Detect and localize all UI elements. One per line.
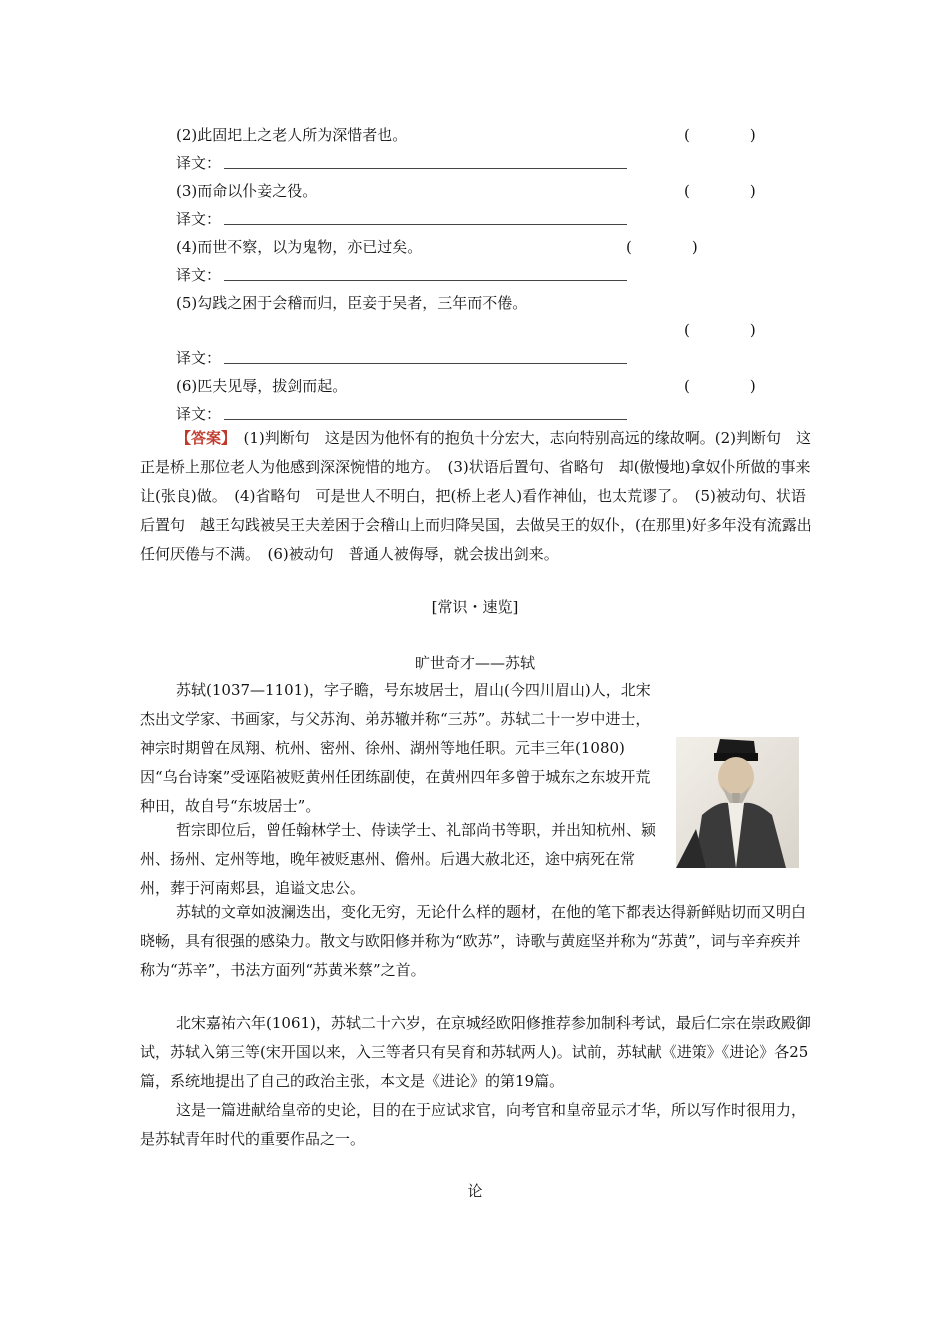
answer-paren-4: ( ) (626, 238, 698, 256)
background-paragraph-2: 这是一篇进献给皇帝的史论，目的在于应试求官，向考官和皇帝显示才华，所以写作时很用力，是苏轼青年时代的重要作品之一。 (140, 1101, 807, 1148)
translation-line-2[interactable] (224, 168, 627, 169)
question-2: (2)此固圯上之老人所为深惜者也。 (176, 126, 408, 144)
answer-text: (1)判断句 这是因为他怀有的抱负十分宏大，志向特别高远的缘故啊。(2)判断句 这正是桥上那位老人为他感到深深惋惜的地方。 (3)状语后置句、省略句 却(傲慢地)拿奴仆所做的事来让(张良)做。 (4)省略句 可是世人不明白，把(桥上老人)看作神仙，也太荒谬了。 (5)被动句、状语后置句 越王勾践被吴王夫差困于会稽山上而归降吴国，去做吴王的奴仆，(在那里)好多年没有流露出任何厌倦与不满。 (6)被动句 普通人被侮辱，就会拔出剑来。 (140, 429, 812, 563)
bio-paragraph-3: 苏轼的文章如波澜迭出，变化无穷，无论什么样的题材，在他的笔下都表达得新鲜贴切而又明白晓畅，具有很强的感染力。散文与欧阳修并称为“欧苏”，诗歌与黄庭坚并称为“苏黄”，词与辛弃疾并称为“苏辛”，书法方面列“苏黄米蔡”之首。 (140, 903, 807, 979)
translation-label-3: 译文： (176, 210, 222, 228)
bottom-title: 论 (467, 1182, 483, 1200)
translation-label-5: 译文： (176, 349, 222, 367)
translation-line-6[interactable] (224, 419, 627, 420)
translation-label-4: 译文： (176, 266, 222, 284)
translation-label-6: 译文： (176, 405, 222, 423)
answer-paren-3: ( ) (684, 182, 756, 200)
answer-paren-2: ( ) (684, 126, 756, 144)
bio-title: 旷世奇才——苏轼 (414, 654, 535, 672)
translation-label-2: 译文： (176, 154, 222, 172)
question-4: (4)而世不察，以为鬼物，亦已过矣。 (176, 238, 423, 256)
translation-line-4[interactable] (224, 280, 627, 281)
answer-paren-5: ( ) (684, 321, 756, 339)
question-6: (6)匹夫见辱，拔剑而起。 (176, 377, 348, 395)
answer-tag: 【答案】 (176, 429, 229, 447)
bio-paragraph-2: 哲宗即位后，曾任翰林学士、侍读学士、礼部尚书等职，并出知杭州、颍州、扬州、定州等地，晚年被贬惠州、儋州。后遇大赦北还，途中病死在常州，葬于河南郏县，追谥文忠公。 (140, 821, 657, 897)
su-shi-portrait (676, 737, 799, 868)
question-5: (5)勾践之困于会稽而归，臣妾于吴者，三年而不倦。 (176, 294, 528, 312)
bio-paragraph-1-text: 苏轼(1037—1101)，字子瞻，号东坡居士，眉山(今四川眉山)人，北宋杰出文学家、书画家，与父苏洵、弟苏辙并称“三苏”。苏轼二十一岁中进士，神宗时期曾在凤翔、杭州、密州、徐州、湖州等地任职。元丰三年(1080)因“乌台诗案”受诬陷被贬黄州任团练副使，在黄州四年多曾于城东之东坡开荒种田，故自号“东坡居士”。 (140, 681, 651, 815)
question-3: (3)而命以仆妾之役。 (176, 182, 318, 200)
answer-block (140, 424, 812, 569)
background-paragraph-1: 北宋嘉祐六年(1061)，苏轼二十六岁，在京城经欧阳修推荐参加制科考试，最后仁宗在崇政殿御试，苏轼入第三等(宋开国以来，入三等者只有吴育和苏轼两人)。试前，苏轼献《进策》《进论》各25篇，系统地提出了自己的政治主张，本文是《进论》的第19篇。 (140, 1014, 811, 1090)
answer-paren-6: ( ) (684, 377, 756, 395)
translation-line-5[interactable] (224, 363, 627, 364)
section-title: [常识・速览] (431, 598, 519, 616)
translation-line-3[interactable] (224, 224, 627, 225)
